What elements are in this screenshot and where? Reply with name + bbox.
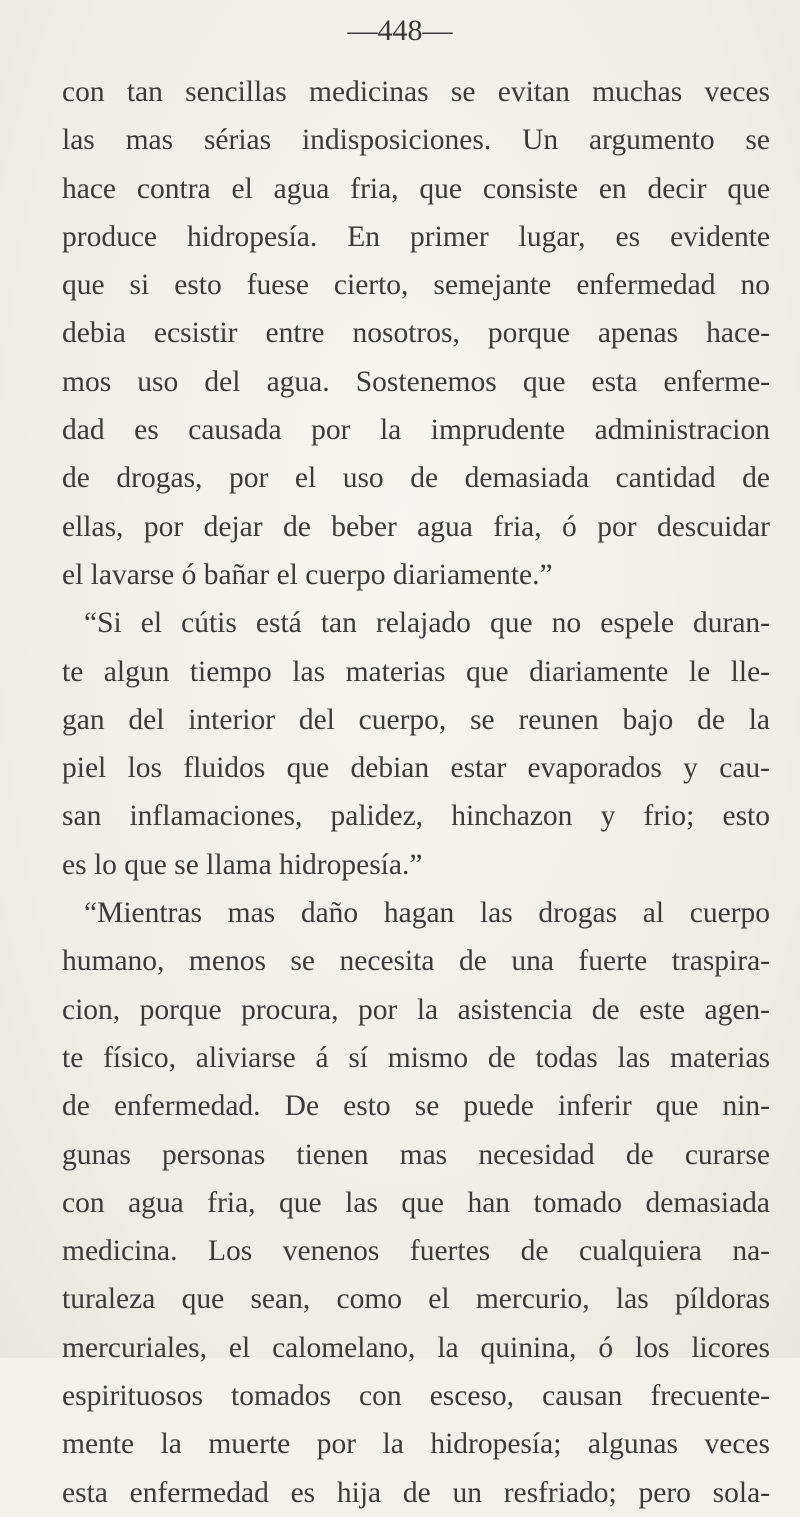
text-line: dad es causada por la imprudente administracion (62, 414, 770, 447)
text-line: que si esto fuese cierto, semejante enfermedad no (62, 269, 770, 302)
text-line: el lavarse ó bañar el cuerpo diariamente.” (62, 558, 553, 591)
text-line: san inflamaciones, palidez, hinchazon y frio; esto (62, 800, 770, 833)
text-line: con agua fria, que las que han tomado demasiada (62, 1186, 770, 1219)
text-line: mercuriales, el calomelano, la quinina, ó los licores (62, 1331, 770, 1364)
text-line: medicina. Los venenos fuertes de cualquiera na- (62, 1235, 770, 1268)
text-line: de enfermedad. De esto se puede inferir que nin- (62, 1090, 770, 1123)
text-line: humano, menos se necesita de una fuerte traspira- (62, 945, 770, 978)
text-line: espirituosos tomados con esceso, causan frecuente- (62, 1380, 770, 1413)
text-line: turaleza que sean, como el mercurio, las píldoras (62, 1283, 770, 1316)
text-line: de drogas, por el uso de demasiada cantidad de (62, 462, 770, 495)
text-line: debia ecsistir entre nosotros, porque apenas hace- (62, 317, 770, 350)
text-line: cion, porque procura, por la asistencia de este agen- (62, 993, 770, 1026)
text-line: produce hidropesía. En primer lugar, es evidente (62, 220, 770, 253)
text-line: te algun tiempo las materias que diariamente le lle- (62, 655, 770, 688)
text-line: te físico, aliviarse á sí mismo de todas las materias (62, 1041, 770, 1074)
text-line: hace contra el agua fria, que consiste en decir que (62, 172, 770, 205)
text-line: es lo que se llama hidropesía.” (62, 848, 423, 881)
text-line: piel los fluidos que debian estar evaporados y cau- (62, 752, 770, 785)
text-line: gan del interior del cuerpo, se reunen bajo de la (62, 703, 770, 736)
text-line: esta enfermedad es hija de un resfriado; pero sola- (62, 1476, 770, 1509)
page-number: —448— (347, 14, 453, 47)
text-line: “Mientras mas daño hagan las drogas al cuerpo (84, 897, 770, 930)
text-line: ellas, por dejar de beber agua fria, ó por descuidar (62, 510, 770, 543)
text-line: gunas personas tienen mas necesidad de curarse (62, 1138, 770, 1171)
text-line: las mas sérias indisposiciones. Un argumento se (62, 124, 770, 157)
body-text (62, 68, 770, 1517)
text-line: mos uso del agua. Sostenemos que esta enferme- (62, 365, 770, 398)
text-line: mente la muerte por la hidropesía; algunas veces (62, 1428, 770, 1461)
text-line: “Si el cútis está tan relajado que no espele duran- (84, 607, 770, 640)
text-line: con tan sencillas medicinas se evitan muchas veces (62, 76, 770, 108)
